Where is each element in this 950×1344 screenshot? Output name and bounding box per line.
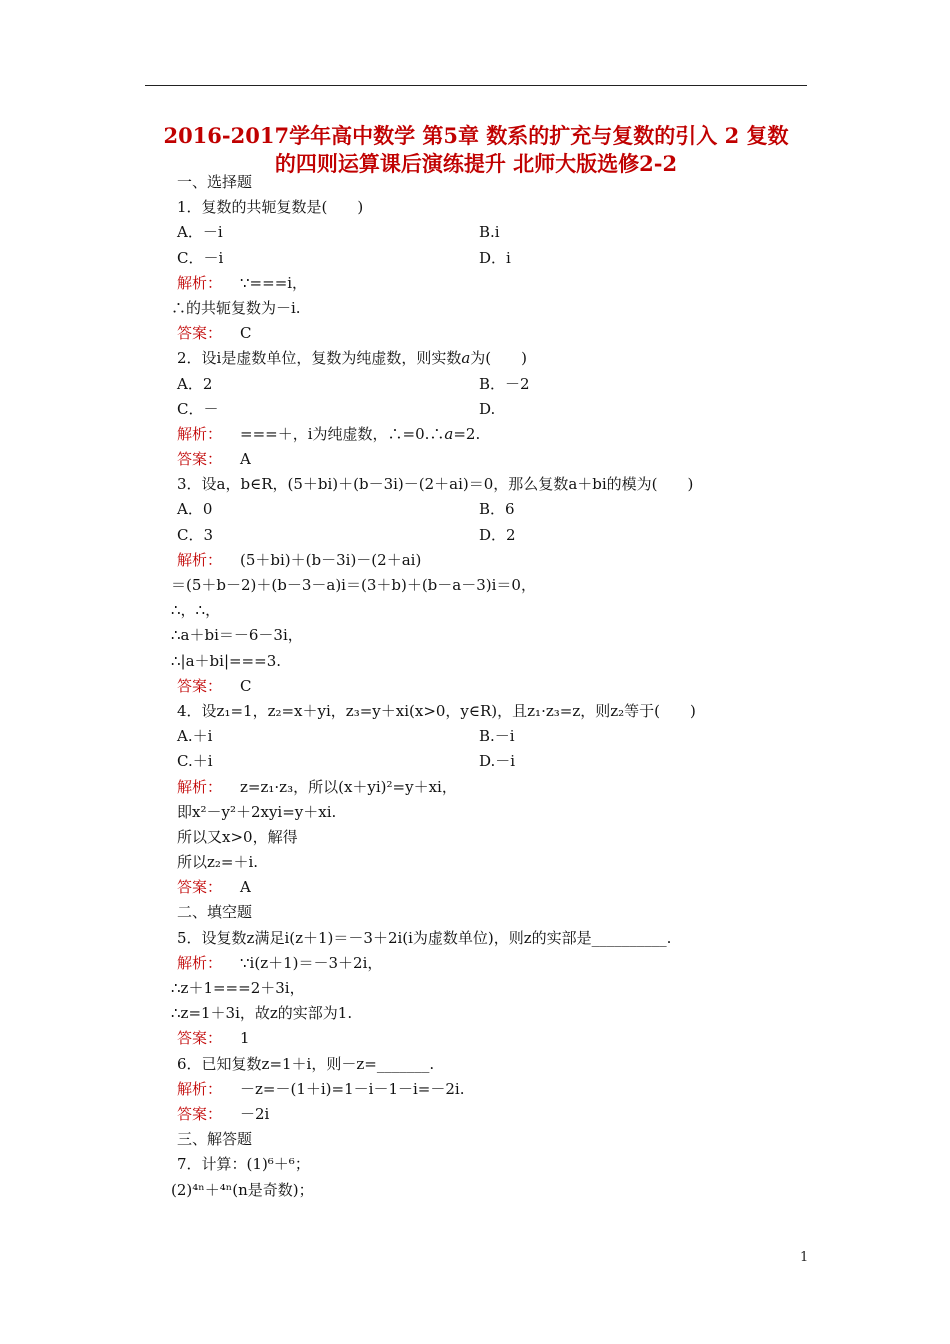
analysis-label: 解析： (177, 953, 223, 972)
option-a: A．2 (177, 374, 213, 393)
answer-label: 答案： (177, 1029, 223, 1048)
answer-label: 答案： (177, 1104, 223, 1123)
option-a: A.＋i (177, 727, 213, 746)
option-d: D．i (479, 248, 511, 267)
solution-line (177, 271, 817, 296)
solution-text: ∵===i， (240, 273, 308, 292)
analysis-label: 解析： (177, 424, 223, 443)
solution-line: 所以z₂=＋i. (177, 853, 259, 872)
answer-line (177, 875, 817, 900)
question-stem: 5．设复数z满足i(z＋1)＝－3＋2i(i为虚数单位)，则z的实部是__________. (177, 928, 672, 947)
solution-text: －z=－(1＋i)=1－i－1－i=－2i. (240, 1079, 465, 1098)
option-row (177, 523, 817, 548)
answer-label: 答案： (177, 676, 223, 695)
solution-text: ===＋，i为纯虚数，∴=0.∴a=2. (240, 424, 481, 443)
solution-text: z=z₁·z₃，所以(x＋yi)²=y＋xi， (240, 777, 457, 796)
solution-line: 即x²－y²＋2xyi=y＋xi. (177, 802, 337, 821)
question-stem: 1．复数的共轭复数是( ) (177, 198, 364, 217)
analysis-label: 解析： (177, 273, 223, 292)
option-row (177, 220, 817, 245)
answer-value: C (240, 676, 252, 695)
document-body (171, 170, 817, 1203)
option-row (177, 724, 817, 749)
analysis-label: 解析： (177, 550, 223, 569)
solution-line: ∴z=1＋3i，故z的实部为1. (171, 1004, 353, 1023)
question-stem: (2)⁴ⁿ＋⁴ⁿ(n是奇数)； (171, 1180, 314, 1199)
option-c: C．3 (177, 525, 214, 544)
header-rule (145, 85, 807, 86)
section-heading: 三、解答题 (177, 1130, 253, 1149)
option-b: B．－2 (479, 374, 530, 393)
option-b: B.i (479, 223, 500, 242)
option-row (177, 246, 817, 271)
solution-line (177, 775, 817, 800)
solution-text: (5＋bi)＋(b－3i)－(2＋ai) (240, 550, 422, 569)
solution-text: ∵i(z＋1)＝－3＋2i， (240, 953, 383, 972)
solution-line: 所以又x>0，解得 (177, 827, 298, 846)
option-c: C．－i (177, 248, 224, 267)
question-stem: 3．设a，b∈R，(5＋bi)＋(b－3i)－(2＋ai)＝0，那么复数a＋bi的模为( ) (177, 475, 694, 494)
question-stem: 4．设z₁=1，z₂=x＋yi，z₃=y＋xi(x>0，y∈R)，且z₁·z₃=z，则z₂等于( ) (177, 701, 696, 720)
solution-line (177, 951, 817, 976)
answer-line (177, 1102, 817, 1127)
answer-label: 答案： (177, 450, 223, 469)
answer-value: C (240, 324, 252, 343)
solution-line (177, 1077, 817, 1102)
title-line-1: 2016-2017学年高中数学 第5章 数系的扩充与复数的引入 2 复数 (163, 123, 789, 148)
answer-value: A (240, 450, 251, 469)
analysis-label: 解析： (177, 1079, 223, 1098)
option-d: D.－i (479, 752, 516, 771)
answer-line (177, 1026, 817, 1051)
answer-line (177, 674, 817, 699)
solution-line (177, 548, 817, 573)
answer-value: －2i (240, 1104, 270, 1123)
option-b: B.－i (479, 727, 515, 746)
section-heading: 二、填空题 (177, 903, 253, 922)
option-d: D．2 (479, 525, 516, 544)
option-c: C．－ (177, 399, 219, 418)
option-b: B．6 (479, 500, 515, 519)
option-row (177, 397, 817, 422)
question-stem: 2．设i是虚数单位，复数为纯虚数，则实数a为( ) (177, 349, 528, 368)
solution-line: ∴z＋1===2＋3i， (171, 979, 305, 997)
question-stem: 6．已知复数z=1＋i，则－z=_______. (177, 1054, 435, 1073)
title-line-2: 的四则运算课后演练提升 北师大版选修2-2 (274, 151, 678, 176)
section-heading: 一、选择题 (177, 173, 253, 191)
solution-line (177, 422, 817, 447)
solution-line: ∴的共轭复数为－i. (171, 298, 301, 317)
option-c: C.＋i (177, 752, 213, 771)
solution-line: ∴|a＋bi|===3. (171, 651, 282, 670)
option-row (177, 497, 817, 522)
answer-line (177, 321, 817, 346)
answer-line (177, 447, 817, 472)
page-number: 1 (800, 1250, 809, 1265)
solution-line: ∴a＋bi＝－6－3i， (171, 626, 303, 645)
answer-label: 答案： (177, 324, 223, 343)
analysis-label: 解析： (177, 777, 223, 796)
answer-value: A (240, 878, 251, 897)
option-a: A．－i (177, 223, 223, 242)
option-row (177, 749, 817, 774)
answer-label: 答案： (177, 878, 223, 897)
solution-line: ∴，∴， (171, 601, 221, 620)
solution-line: ＝(5＋b－2)＋(b－3－a)i＝(3＋b)＋(b－a－3)i＝0， (171, 576, 536, 594)
question-stem: 7．计算：(1)⁶＋⁶； (177, 1155, 310, 1174)
answer-value: 1 (240, 1029, 250, 1048)
option-row (177, 372, 817, 397)
option-d: D. (479, 399, 496, 418)
option-a: A．0 (177, 500, 213, 519)
